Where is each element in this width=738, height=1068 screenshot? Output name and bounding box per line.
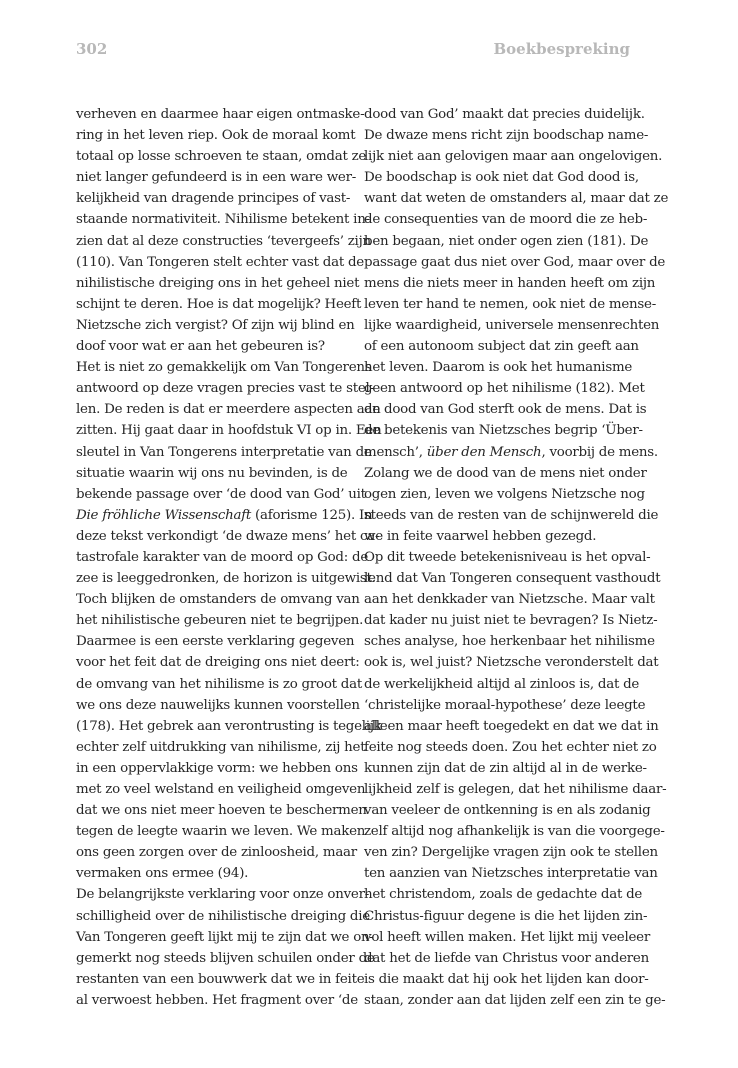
- text-line: [76, 442, 372, 463]
- line-text: totaal op losse schroeven te staan, omdat ze: [76, 149, 367, 165]
- line-text: schijnt te deren. Hoe is dat mogelijk? Heeft: [76, 296, 362, 312]
- line-text: lijk niet aan gelovigen maar aan ongelovigen.: [364, 149, 663, 165]
- text-line: [76, 463, 348, 484]
- text-line: [76, 252, 364, 273]
- text-line: [76, 821, 366, 842]
- text-line: [364, 505, 659, 526]
- line-text: we ons deze nauwelijks kunnen voorstellen: [76, 697, 360, 713]
- line-text: is die maakt dat hij ook het lijden kan door-: [364, 971, 649, 987]
- text-line: [364, 336, 639, 357]
- line-text: Nietzsche zich vergist? Of zijn wij blind en: [76, 317, 355, 333]
- text-line: [76, 336, 343, 357]
- text-line: [76, 399, 381, 420]
- line-text: dat het de liefde van Christus voor anderen: [364, 950, 649, 966]
- line-text: , voorbij de mens.: [541, 444, 658, 460]
- line-text: staande normativiteit. Nihilisme betekent in-: [76, 212, 370, 228]
- text-line: [364, 125, 649, 146]
- page-number: 302: [76, 40, 108, 58]
- text-line: [364, 821, 665, 842]
- text-line: [364, 969, 649, 990]
- line-text: Van Tongeren geeft lijkt mij te zijn dat we on-: [76, 929, 374, 945]
- line-text: feite nog steeds doen. Zou het echter niet zo: [364, 739, 657, 755]
- text-line: [364, 273, 656, 294]
- line-text: ten aanzien van Nietzsches interpretatie van: [364, 866, 658, 882]
- line-text: verheven en daarmee haar eigen ontmaske-: [76, 107, 365, 122]
- line-text: vermaken ons ermee (94).: [76, 866, 249, 882]
- text-line: [76, 146, 367, 167]
- line-text: steeds van de resten van de schijnwereld die: [364, 507, 659, 523]
- text-line: [76, 631, 355, 652]
- line-text: niet langer gefundeerd is in een ware wer-: [76, 170, 357, 186]
- text-line: [364, 779, 667, 800]
- text-line: [364, 463, 647, 484]
- line-text: de omvang van het nihilisme is zo groot dat: [76, 676, 362, 692]
- text-line: [76, 906, 370, 927]
- line-text: tegen de leegte waarin we leven. We maken: [76, 824, 366, 840]
- text-line: [364, 842, 658, 863]
- text-line: [76, 315, 355, 336]
- right-column: [364, 104, 669, 1011]
- text-line: [364, 188, 669, 209]
- text-line: [76, 589, 360, 610]
- line-text: of een autonoom subject dat zin geeft aan: [364, 339, 639, 355]
- line-text: geen antwoord op het nihilisme (182). Met: [364, 381, 645, 397]
- text-line: [364, 906, 648, 927]
- line-text: zien dat al deze constructies ‘tevergeefs’ zijn: [76, 233, 371, 249]
- line-text: dat kader nu juist niet te bevragen? Is Nietz-: [364, 613, 658, 629]
- text-line: [364, 927, 650, 948]
- line-text: het leven. Daarom is ook het humanisme: [364, 360, 633, 376]
- text-line: [364, 526, 631, 547]
- line-text: Het is niet zo gemakkelijk om Van Tongerens: [76, 360, 372, 376]
- text-line: [364, 589, 655, 610]
- text-line: [364, 146, 663, 167]
- line-text: sleutel in Van Tongerens interpretatie van de: [76, 444, 372, 460]
- text-line: [76, 231, 371, 252]
- line-text: ‘christelijke moraal-hypothese’ deze leegte: [364, 697, 646, 713]
- line-text: het nihilistische gebeuren niet te begrijpen.: [76, 613, 364, 629]
- line-text: gemerkt nog steeds blijven schuilen onder de: [76, 950, 375, 966]
- line-text: voor het feit dat de dreiging ons niet deert:: [76, 655, 360, 671]
- text-line: [76, 842, 357, 863]
- text-line: [76, 104, 365, 125]
- text-line: [76, 695, 360, 716]
- line-text: leven ter hand te nemen, ook niet de mense-: [364, 296, 657, 312]
- text-line: [76, 526, 380, 547]
- text-line: [364, 758, 647, 779]
- running-header: [76, 40, 628, 64]
- line-text: De dwaze mens richt zijn boodschap name-: [364, 128, 649, 144]
- text-line: [364, 674, 640, 695]
- line-text: ven zin? Dergelijke vragen zijn ook te stellen: [364, 845, 658, 861]
- left-column: [76, 104, 382, 1011]
- line-text: in een oppervlakkige vorm: we hebben ons: [76, 760, 358, 776]
- line-text: mensch’,: [364, 444, 427, 460]
- line-text: de consequenties van de moord die ze heb-: [364, 212, 648, 228]
- line-text: aan het denkkader van Nietzsche. Maar valt: [364, 592, 655, 608]
- text-line: [364, 104, 645, 125]
- text-line: [364, 568, 661, 589]
- line-text: (110). Van Tongeren stelt echter vast dat de: [76, 254, 364, 270]
- text-line: [76, 779, 366, 800]
- text-line: [364, 167, 639, 188]
- text-line: [364, 884, 643, 905]
- text-line: [76, 294, 362, 315]
- line-text: ogen zien, leven we volgens Nietzsche nog: [364, 486, 645, 502]
- text-line: [364, 652, 659, 673]
- line-text: de werkelijkheid altijd al zinloos is, dat de: [364, 676, 640, 692]
- line-text: ons geen zorgen over de zinloosheid, maar: [76, 845, 357, 861]
- text-line: [364, 484, 645, 505]
- line-text: tastrofale karakter van de moord op God: de: [76, 549, 369, 565]
- text-line: [364, 800, 651, 821]
- line-text: zitten. Hij gaat daar in hoofdstuk VI op in. Een: [76, 423, 382, 439]
- line-text: lijkheid zelf is gelegen, dat het nihilisme daar-: [364, 782, 667, 797]
- text-line: [364, 252, 666, 273]
- line-text: zelf altijd nog afhankelijk is van die voorgege-: [364, 824, 665, 840]
- line-text: sches analyse, hoe herkenbaar het nihilisme: [364, 634, 655, 650]
- text-line: [76, 863, 343, 884]
- text-line: [76, 927, 374, 948]
- text-line: [364, 716, 659, 737]
- line-text: van veeleer de ontkenning is en als zodanig: [364, 803, 651, 819]
- italic-title: Die fröhliche Wissenschaft: [76, 507, 252, 523]
- text-line: [76, 737, 366, 758]
- text-line: [76, 188, 351, 209]
- text-line: [76, 357, 372, 378]
- line-text: de dood van God sterft ook de mens. Dat is: [364, 402, 647, 418]
- text-line: [364, 294, 657, 315]
- running-title: Boekbespreking: [493, 40, 630, 58]
- text-line: [76, 568, 376, 589]
- line-text: restanten van een bouwwerk dat we in feite: [76, 971, 365, 987]
- line-text: (aforisme 125). In: [251, 507, 373, 523]
- line-text: de betekenis van Nietzsches begrip ‘Über-: [364, 423, 643, 439]
- text-line: [364, 378, 645, 399]
- line-text: len. De reden is dat er meerdere aspecten aan: [76, 402, 381, 418]
- text-line: [364, 737, 657, 758]
- line-text: want dat weten de omstanders al, maar dat ze: [364, 191, 669, 207]
- text-line: [364, 610, 658, 631]
- line-text: Christus-figuur degene is die het lijden zin-: [364, 908, 648, 924]
- text-line: [76, 969, 365, 990]
- line-text: Daarmee is een eerste verklaring gegeven: [76, 634, 355, 650]
- text-line: [76, 884, 370, 905]
- line-text: deze tekst verkondigt ‘de dwaze mens’ het ca-: [76, 528, 380, 544]
- text-line: [364, 442, 658, 463]
- text-line: [364, 948, 649, 969]
- text-line: [364, 231, 649, 252]
- line-text: ring in het leven riep. Ook de moraal komt: [76, 128, 356, 144]
- line-text: situatie waarin wij ons nu bevinden, is de: [76, 465, 348, 481]
- italic-title: über den Mensch: [426, 444, 542, 460]
- line-text: al verwoest hebben. Het fragment over ‘de: [76, 992, 358, 1008]
- text-line: [76, 125, 356, 146]
- line-text: vol heeft willen maken. Het lijkt mij veeleer: [364, 929, 650, 945]
- line-text: zee is leeggedronken, de horizon is uitgewist.: [76, 571, 376, 587]
- line-text: het christendom, zoals de gedachte dat de: [364, 887, 643, 903]
- line-text: doof voor wat er aan het gebeuren is?: [76, 339, 325, 355]
- text-line: [364, 695, 646, 716]
- line-text: kunnen zijn dat de zin altijd al in de werke-: [364, 760, 647, 776]
- line-text: De boodschap is ook niet dat God dood is,: [364, 170, 639, 186]
- text-line: [76, 484, 366, 505]
- text-line: [364, 209, 648, 230]
- line-text: Zolang we de dood van de mens niet onder: [364, 465, 647, 481]
- text-line: [76, 652, 360, 673]
- text-line: [76, 209, 370, 230]
- text-line: [364, 357, 631, 378]
- line-text: Toch blijken de omstanders de omvang van: [76, 592, 360, 608]
- text-line: [76, 758, 358, 779]
- line-text: antwoord op deze vragen precies vast te stel-: [76, 381, 374, 397]
- line-text: dood van God’ maakt dat precies duidelijk.: [364, 107, 645, 122]
- line-text: staan, zonder aan dat lijden zelf een zin te ge-: [364, 992, 666, 1008]
- text-line: [76, 990, 358, 1011]
- line-text: alleen maar heeft toegedekt en dat we dat in: [364, 718, 659, 734]
- line-text: lijke waardigheid, universele mensenrechten: [364, 317, 660, 333]
- text-line: [76, 505, 373, 526]
- line-text: lend dat Van Tongeren consequent vasthoudt: [364, 571, 661, 587]
- text-line: [76, 800, 367, 821]
- line-text: schilligheid over de nihilistische dreiging die: [76, 908, 370, 924]
- text-line: [76, 378, 374, 399]
- text-line: [364, 420, 643, 441]
- line-text: De belangrijkste verklaring voor onze onver-: [76, 887, 370, 903]
- text-line: [364, 631, 655, 652]
- line-text: ben begaan, niet onder ogen zien (181). De: [364, 233, 649, 249]
- line-text: kelijkheid van dragende principes of vast-: [76, 191, 351, 207]
- line-text: dat we ons niet meer hoeven te beschermen: [76, 803, 367, 819]
- line-text: Op dit tweede betekenisniveau is het opval-: [364, 549, 651, 565]
- text-line: [364, 990, 666, 1011]
- line-text: bekende passage over ‘de dood van God’ uit: [76, 486, 366, 502]
- text-line: [76, 167, 357, 188]
- text-line: [76, 273, 360, 294]
- text-line: [76, 674, 362, 695]
- line-text: met zo veel welstand en veiligheid omgeven: [76, 782, 366, 797]
- line-text: (178). Het gebrek aan verontrusting is tegelijk: [76, 718, 382, 734]
- text-line: [76, 420, 382, 441]
- text-line: [364, 547, 651, 568]
- text-line: [76, 948, 375, 969]
- line-text: mens die niets meer in handen heeft om zijn: [364, 275, 656, 291]
- line-text: ook is, wel juist? Nietzsche veronderstelt dat: [364, 655, 659, 671]
- line-text: nihilistische dreiging ons in het geheel niet: [76, 275, 360, 291]
- line-text: we in feite vaarwel hebben gezegd.: [364, 528, 597, 544]
- line-text: passage gaat dus niet over God, maar over de: [364, 254, 666, 270]
- text-line: [364, 863, 658, 884]
- text-line: [364, 399, 647, 420]
- text-line: [76, 716, 382, 737]
- text-line: [76, 610, 364, 631]
- text-line: [76, 547, 369, 568]
- line-text: echter zelf uitdrukking van nihilisme, zij het: [76, 739, 366, 755]
- text-line: [364, 315, 660, 336]
